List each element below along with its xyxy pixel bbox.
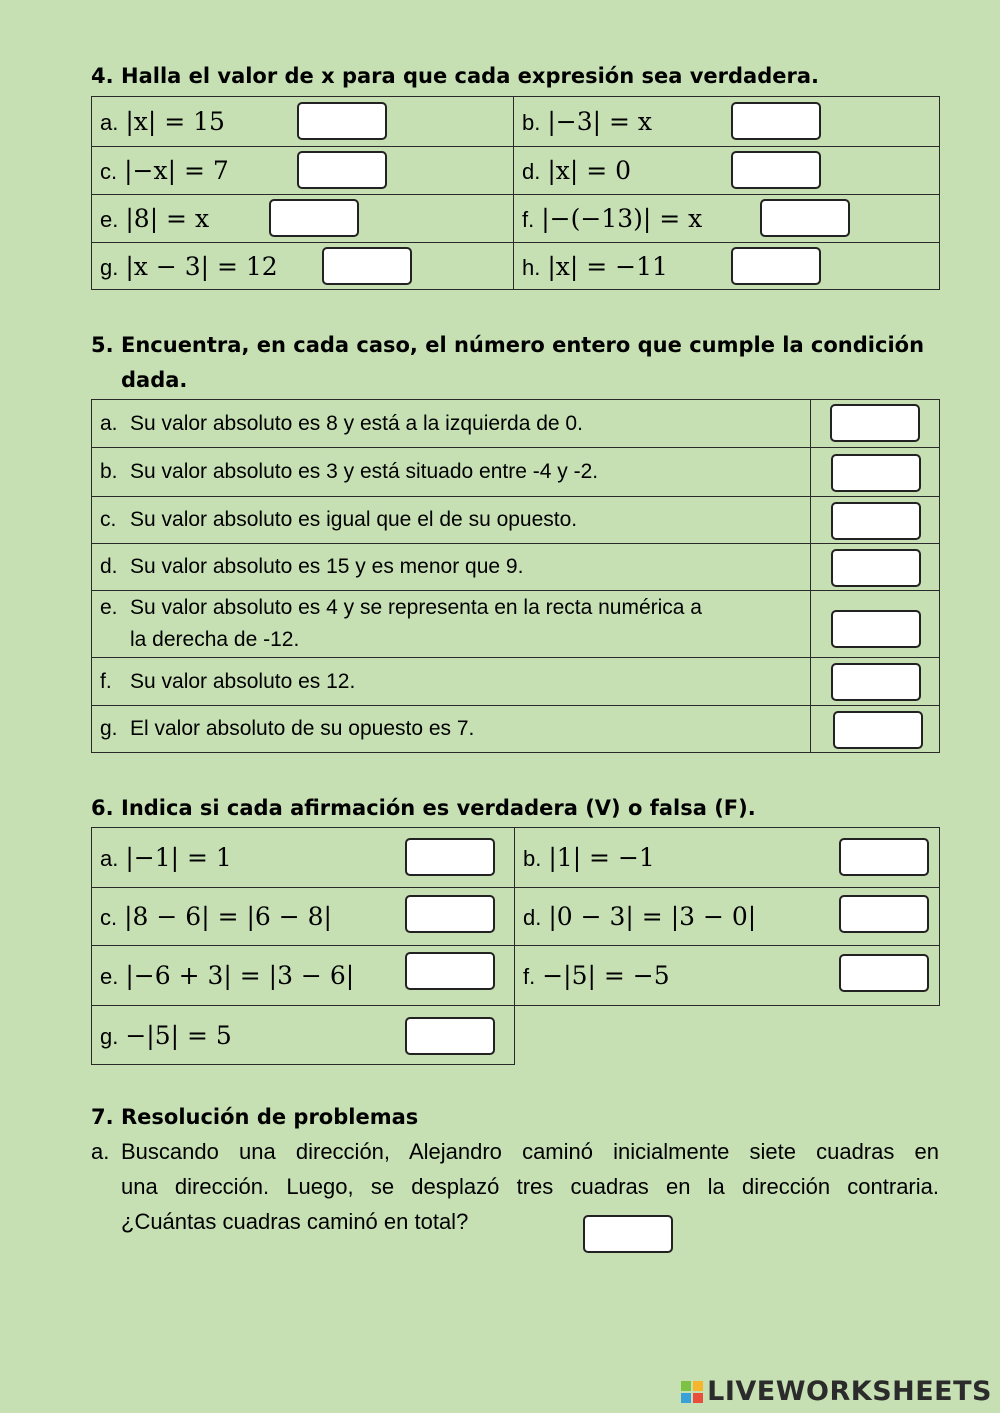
exercise-6g: g. −|5| = 5 [92,1006,515,1065]
exercise-4f: f. |−(−13)| = x [514,195,940,243]
exercise-6c: c. |8 − 6| = |6 − 8| [92,888,515,946]
exercise-5b: b. Su valor absoluto es 3 y está situado entre -4 y -2. [92,448,811,497]
exercise-4b: b. |−3| = x [514,97,940,147]
exercise-6b: b. |1| = −1 [515,828,940,888]
section-6-heading: 6. Indica si cada afirmación es verdadera (V) o falsa (F). [91,796,756,820]
answer-box-6c[interactable] [405,895,495,933]
answer-box-4g[interactable] [322,247,412,285]
exercise-6a: a. |−1| = 1 [92,828,515,888]
answer-box-7a[interactable] [583,1215,673,1253]
exercise-4c: c. |−x| = 7 [92,147,514,195]
exercise-5e: e. Su valor absoluto es 4 y se representa en la recta numérica a la derecha de -12. [92,591,811,658]
exercise-4g: g. |x − 3| = 12 [92,243,514,290]
answer-box-4a[interactable] [297,102,387,140]
empty-cell [515,1006,940,1065]
exercise-6f: f. −|5| = −5 [515,946,940,1006]
answer-box-6f[interactable] [839,954,929,992]
answer-box-5a[interactable] [830,404,920,442]
exercise-6d: d. |0 − 3| = |3 − 0| [515,888,940,946]
section-7-heading: 7. Resolución de problemas [91,1105,419,1129]
answer-box-5e[interactable] [831,610,921,648]
liveworksheets-logo: LIVEWORKSHEETS [681,1376,992,1407]
answer-box-5d[interactable] [831,549,921,587]
section-5-heading: 5. Encuentra, en cada caso, el número entero que cumple la condición dada. [91,333,925,392]
exercise-4a: a. |x| = 15 [92,97,514,147]
exercise-5a: a. Su valor absoluto es 8 y está a la izquierda de 0. [92,400,811,448]
answer-box-6b[interactable] [839,838,929,876]
answer-box-4c[interactable] [297,151,387,189]
answer-box-5g[interactable] [833,711,923,749]
liveworksheets-logo-icon [681,1381,703,1403]
answer-box-6e[interactable] [405,952,495,990]
answer-box-4d[interactable] [731,151,821,189]
answer-box-6g[interactable] [405,1017,495,1055]
exercise-5g: g. El valor absoluto de su opuesto es 7. [92,706,811,753]
answer-box-6d[interactable] [839,895,929,933]
answer-box-4e[interactable] [269,199,359,237]
exercise-4d: d. |x| = 0 [514,147,940,195]
section-5-table [91,399,940,753]
answer-box-5b[interactable] [831,454,921,492]
answer-box-5f[interactable] [831,663,921,701]
exercise-5c: c. Su valor absoluto es igual que el de su opuesto. [92,497,811,544]
answer-box-4h[interactable] [731,247,821,285]
answer-box-4f[interactable] [760,199,850,237]
exercise-4e: e. |8| = x [92,195,514,243]
exercise-5f: f. Su valor absoluto es 12. [92,658,811,706]
exercise-4h: h. |x| = −11 [514,243,940,290]
section-4-heading: 4. Halla el valor de x para que cada expresión sea verdadera. [91,64,819,88]
answer-box-4b[interactable] [731,102,821,140]
answer-box-5c[interactable] [831,502,921,540]
exercise-6e: e. |−6 + 3| = |3 − 6| [92,946,515,1006]
problem-7a: a. Buscando una dirección, Alejandro caminó inicialmente siete cuadras en una dirección. Luego, se desplazó tres cuadras en la dirección contraria. ¿Cuántas cuadras caminó en total? [91,1139,939,1234]
exercise-5d: d. Su valor absoluto es 15 y es menor que 9. [92,544,811,591]
section-4-table [91,96,940,290]
answer-box-6a[interactable] [405,838,495,876]
section-6-table [91,827,940,1065]
